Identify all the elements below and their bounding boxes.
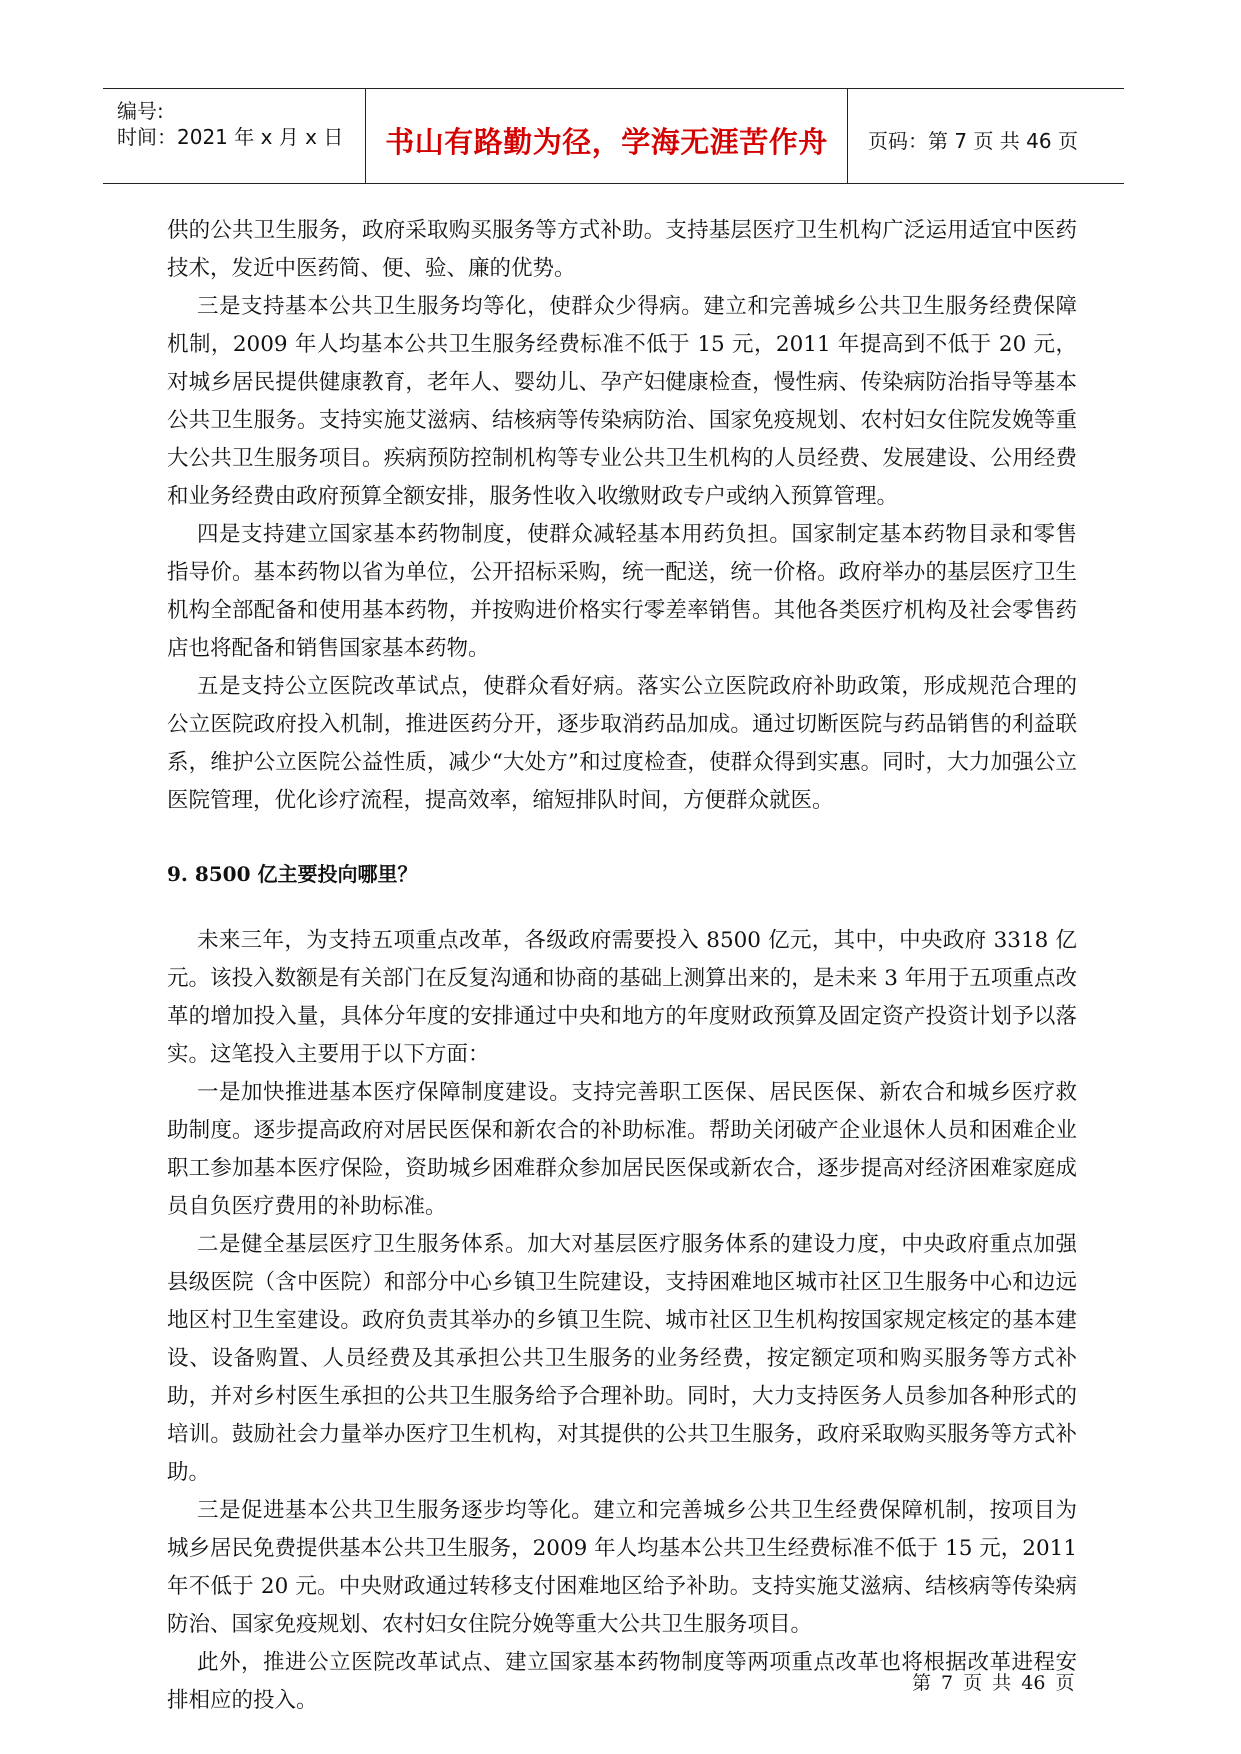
document-body — [167, 212, 1077, 1720]
header-page-cell — [848, 89, 1124, 183]
body-paragraph: 此外，推进公立医院改革试点、建立国家基本药物制度等两项重点改革也将根据改革进程安排相应的投入。 — [167, 1650, 1077, 1713]
page-header — [103, 88, 1124, 184]
section-heading: 9. 8500 亿主要投向哪里？ — [167, 862, 418, 886]
body-paragraph: 二是健全基层医疗卫生服务体系。加大对基层医疗服务体系的建设力度，中央政府重点加强县级医院（含中医院）和部分中心乡镇卫生院建设，支持困难地区城市社区卫生服务中心和边远地区村卫生室建设。政府负责其举办的乡镇卫生院、城市社区卫生机构按国家规定核定的基本建设、设备购置、人员经费及其承担公共卫生服务的业务经费，按定额定项和购买服务等方式补助，并对乡村医生承担的公共卫生服务给予合理补助。同时，大力支持医务人员参加各种形式的培训。鼓励社会力量举办医疗卫生机构，对其提供的公共卫生服务，政府采取购买服务等方式补助。 — [167, 1232, 1077, 1485]
header-motto-cell — [366, 89, 848, 183]
header-page-code: 页码：第 7 页 共 46 页 — [868, 129, 1078, 153]
body-paragraph: 三是促进基本公共卫生服务逐步均等化。建立和完善城乡公共卫生经费保障机制，按项目为城乡居民免费提供基本公共卫生服务，2009 年人均基本公共卫生经费标准不低于 15 元，2011 年不低于 20 元。中央财政通过转移支付困难地区给予补助。支持实施艾滋病、结核病等传染病防治、国家免疫规划、农村妇女住院分娩等重大公共卫生服务项目。 — [167, 1498, 1077, 1637]
document-time-label: 时间：2021 年 x 月 x 日 — [117, 125, 344, 149]
body-paragraph: 未来三年，为支持五项重点改革，各级政府需要投入 8500 亿元，其中，中央政府 3318 亿元。该投入数额是有关部门在反复沟通和协商的基础上测算出来的，是未来 3 年用于五项重点改革的增加投入量，具体分年度的安排通过中央和地方的年度财政预算及固定资产投资计划予以落实。这笔投入主要用于以下方面： — [167, 928, 1077, 1067]
document-number-label: 编号: — [117, 99, 164, 123]
body-paragraph: 四是支持建立国家基本药物制度，使群众减轻基本用药负担。国家制定基本药物目录和零售指导价。基本药物以省为单位，公开招标采购，统一配送，统一价格。政府举办的基层医疗卫生机构全部配备和使用基本药物，并按购进价格实行零差率销售。其他各类医疗机构及社会零售药店也将配备和销售国家基本药物。 — [167, 522, 1077, 661]
body-paragraph: 五是支持公立医院改革试点，使群众看好病。落实公立医院政府补助政策，形成规范合理的公立医院政府投入机制，推进医药分开，逐步取消药品加成。通过切断医院与药品销售的利益联系，维护公立医院公益性质，减少“大处方”和过度检查，使群众得到实惠。同时，大力加强公立医院管理，优化诊疗流程，提高效率，缩短排队时间，方便群众就医。 — [167, 674, 1077, 813]
body-paragraph: 一是加快推进基本医疗保障制度建设。支持完善职工医保、居民医保、新农合和城乡医疗救助制度。逐步提高政府对居民医保和新农合的补助标准。帮助关闭破产企业退休人员和困难企业职工参加基本医疗保险，资助城乡困难群众参加居民医保或新农合，逐步提高对经济困难家庭成员自负医疗费用的补助标准。 — [167, 1080, 1077, 1219]
header-meta — [103, 89, 366, 183]
body-paragraph: 供的公共卫生服务，政府采取购买服务等方式补助。支持基层医疗卫生机构广泛运用适宜中医药技术，发近中医药简、便、验、廉的优势。 — [167, 218, 1077, 281]
header-motto: 书山有路勤为径，学海无涯苦作舟 — [385, 125, 828, 159]
body-paragraph: 三是支持基本公共卫生服务均等化，使群众少得病。建立和完善城乡公共卫生服务经费保障机制，2009 年人均基本公共卫生服务经费标准不低于 15 元，2011 年提高到不低于 20 元，对城乡居民提供健康教育，老年人、婴幼儿、孕产妇健康检查，慢性病、传染病防治指导等基本公共卫生服务。支持实施艾滋病、结核病等传染病防治、国家免疫规划、农村妇女住院发娩等重大公共卫生服务项目。疾病预防控制机构等专业公共卫生机构的人员经费、发展建设、公用经费和业务经费由政府预算全额安排，服务性收入收缴财政专户或纳入预算管理。 — [167, 294, 1077, 509]
page-footer: 第 7 页 共 46 页 — [912, 1672, 1075, 1694]
